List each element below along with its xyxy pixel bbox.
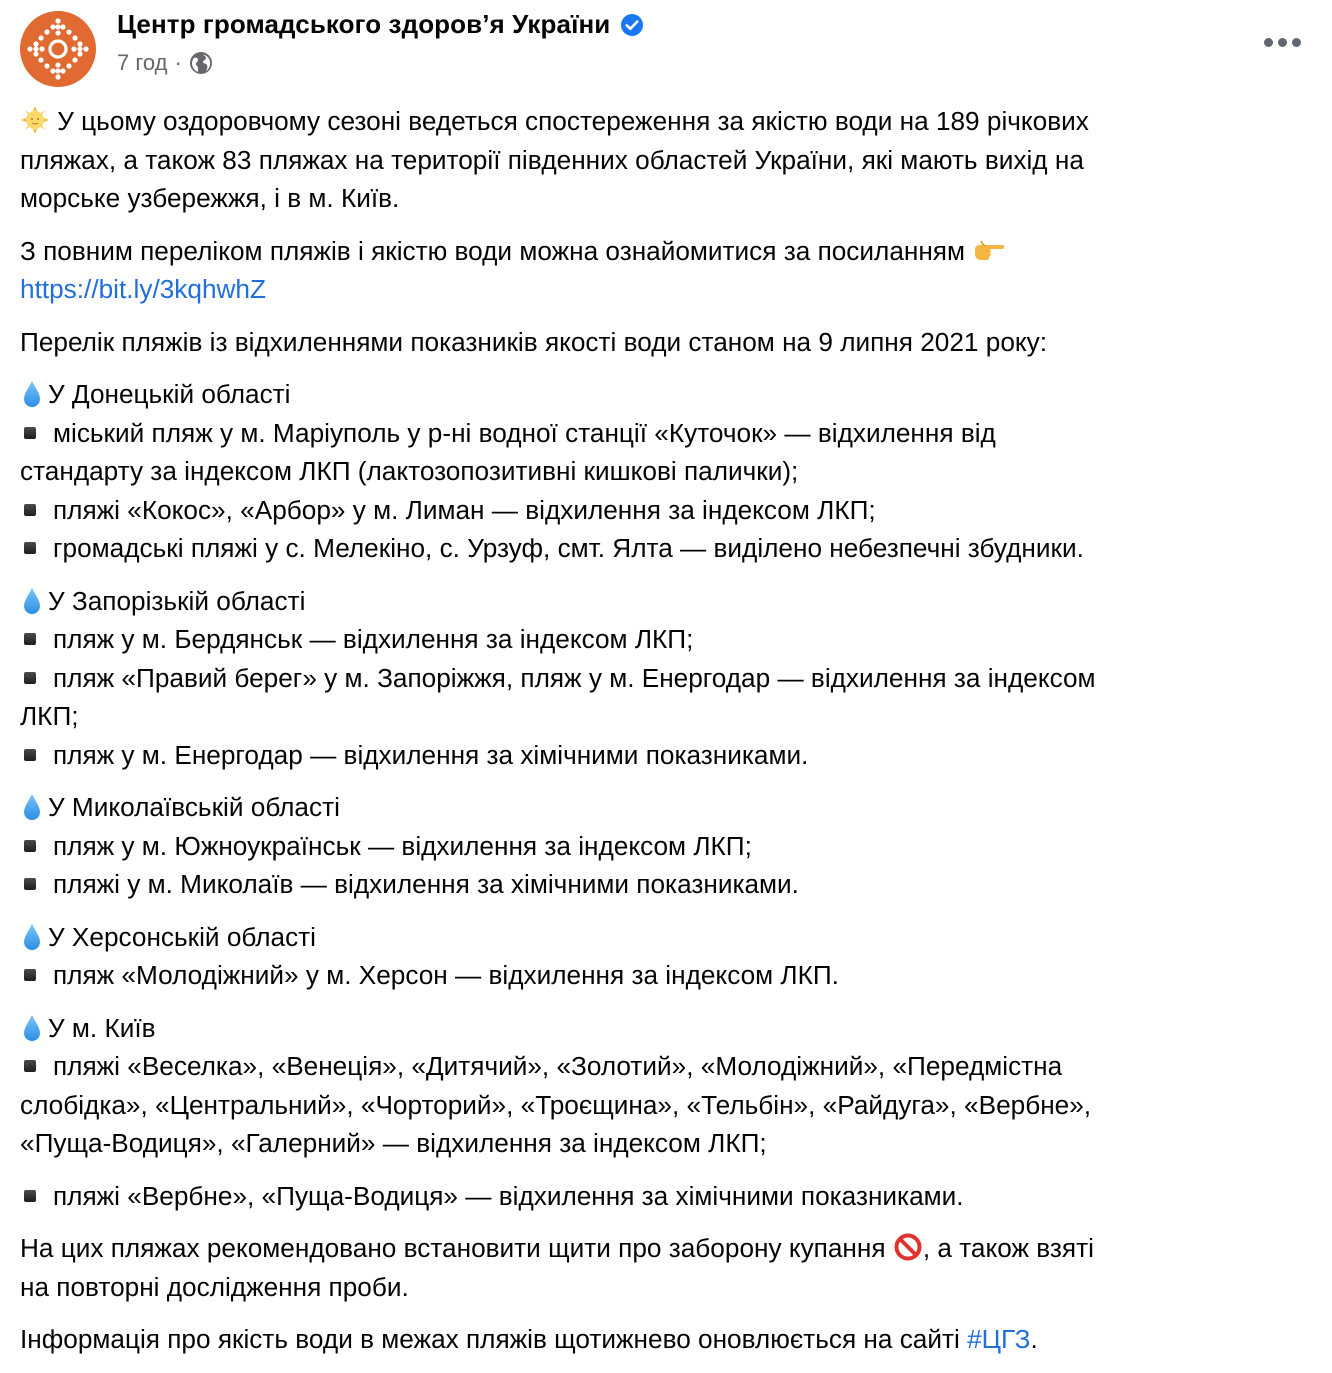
footer-text: Інформація про якість води в межах пляжів щотижнево оновлюється на сайті	[20, 1324, 968, 1354]
list-item: пляжі «Веселка», «Венеція», «Дитячий», «Золотий», «Молодіжний», «Передмістна	[53, 1051, 1063, 1081]
list-item: міський пляж у м. Маріуполь у р-ні водної станції «Куточок» — відхилення від	[53, 417, 996, 448]
kyiv-extra-item	[20, 1177, 1315, 1216]
page-name[interactable]	[117, 9, 644, 40]
bullet-icon	[24, 878, 36, 890]
no-entry-sign-icon	[893, 1232, 923, 1262]
list-item: пляж у м. Южноукраїнськ — відхилення за індексом ЛКП;	[53, 830, 752, 861]
droplet-icon	[20, 586, 44, 616]
footer-paragraph	[20, 1320, 1315, 1359]
list-item: пляжі у м. Миколаїв — відхилення за хімічними показниками.	[53, 869, 799, 899]
bullet-icon	[24, 749, 36, 761]
list-item: громадські пляжі у с. Мелекіно, с. Урзуф, смт. Ялта — виділено небезпечні збудники.	[53, 533, 1084, 563]
meta-separator: ·	[174, 50, 182, 75]
region-title: У Херсонській області	[48, 921, 316, 952]
list-item-cont: ЛКП;	[20, 701, 79, 731]
verified-badge-icon	[620, 13, 644, 37]
list-item-cont: стандарту за індексом ЛКП (лактозопозитивні кишкові палички);	[20, 456, 799, 486]
list-item: пляжі «Вербне», «Пуща-Водиця» — відхилення за хімічними показниками.	[53, 1180, 964, 1211]
beach-list-link[interactable]: https://bit.ly/3kqhwhZ	[20, 274, 266, 304]
globe-icon[interactable]	[189, 51, 213, 75]
list-item: пляж у м. Енергодар — відхилення за хімічними показниками.	[53, 739, 809, 770]
intro-paragraph	[20, 102, 1315, 218]
bullet-icon	[24, 427, 36, 439]
intro-line: пляжах, а також 83 пляжах на території південних областей України, які мають вихід на	[20, 144, 1084, 175]
recommendation-text: на повторні дослідження проби.	[20, 1271, 409, 1302]
hashtag-link[interactable]: #ЦГЗ	[967, 1324, 1031, 1354]
pointing-right-emoji-icon	[972, 237, 1006, 265]
bullet-icon	[24, 1190, 36, 1202]
sun-with-face-emoji-icon	[20, 105, 50, 135]
droplet-icon	[20, 379, 44, 409]
region-title: У м. Київ	[48, 1012, 156, 1043]
region-title: У Донецькій області	[48, 379, 291, 409]
link-paragraph	[20, 232, 1315, 309]
dot-icon	[1278, 38, 1287, 47]
bullet-icon	[24, 504, 36, 516]
post-header	[0, 0, 1332, 92]
bullet-icon	[24, 969, 36, 981]
region-title: У Запорізькій області	[48, 585, 306, 616]
region-section-kyiv	[20, 1009, 1315, 1163]
list-item: пляж «Молодіжний» у м. Херсон — відхилення за індексом ЛКП.	[53, 960, 839, 990]
region-title: У Миколаївській області	[48, 792, 340, 822]
post-text	[20, 102, 1315, 1373]
bullet-icon	[24, 672, 36, 684]
list-item-cont: «Пуща-Водиця», «Галерний» — відхилення за індексом ЛКП;	[20, 1128, 767, 1158]
region-section-donetsk	[20, 375, 1315, 568]
footer-end: .	[1030, 1324, 1038, 1354]
link-intro-text: З повним переліком пляжів і якістю води можна ознайомитися за посиланням	[20, 235, 973, 266]
more-options-button[interactable]	[1256, 24, 1308, 60]
droplet-icon	[20, 792, 44, 822]
recommendation-paragraph	[20, 1229, 1315, 1306]
list-item: пляж у м. Бердянськ — відхилення за індексом ЛКП;	[53, 624, 694, 654]
bullet-icon	[24, 1060, 36, 1072]
post-meta	[117, 50, 213, 76]
dot-icon	[1292, 38, 1301, 47]
recommendation-text: На цих пляжах рекомендовано встановити щити про заборону купання	[20, 1233, 893, 1263]
intro-line: У цьому оздоровчому сезоні ведеться спостереження за якістю води на 189 річкових	[50, 106, 1089, 136]
recommendation-text: , а також взяті	[922, 1233, 1094, 1263]
phc-logo-icon	[20, 11, 96, 87]
bullet-icon	[24, 542, 36, 554]
post-timestamp[interactable]: 7 год	[117, 50, 168, 75]
region-section-kherson	[20, 918, 1315, 995]
droplet-icon	[20, 1013, 44, 1043]
bullet-icon	[24, 840, 36, 852]
intro-line: морське узбережжя, і в м. Київ.	[20, 183, 400, 213]
list-item: пляж «Правий берег» у м. Запоріжжя, пляж у м. Енергодар — відхилення за індексом	[53, 662, 1096, 693]
list-intro: Перелік пляжів із відхиленнями показників якості води станом на 9 липня 2021 року:	[20, 326, 1048, 357]
list-item: пляжі «Кокос», «Арбор» у м. Лиман — відхилення за індексом ЛКП;	[53, 494, 876, 525]
region-section-mykolaiv	[20, 788, 1315, 904]
droplet-icon	[20, 922, 44, 952]
bullet-icon	[24, 633, 36, 645]
page-avatar[interactable]	[20, 11, 96, 87]
region-section-zaporizhzhia	[20, 582, 1315, 775]
page-name-text[interactable]: Центр громадського здоров’я України	[117, 9, 611, 39]
dot-icon	[1264, 38, 1273, 47]
list-item-cont: слобідка», «Центральний», «Чорторий», «Троєщина», «Тельбін», «Райдуга», «Вербне»,	[20, 1089, 1092, 1120]
